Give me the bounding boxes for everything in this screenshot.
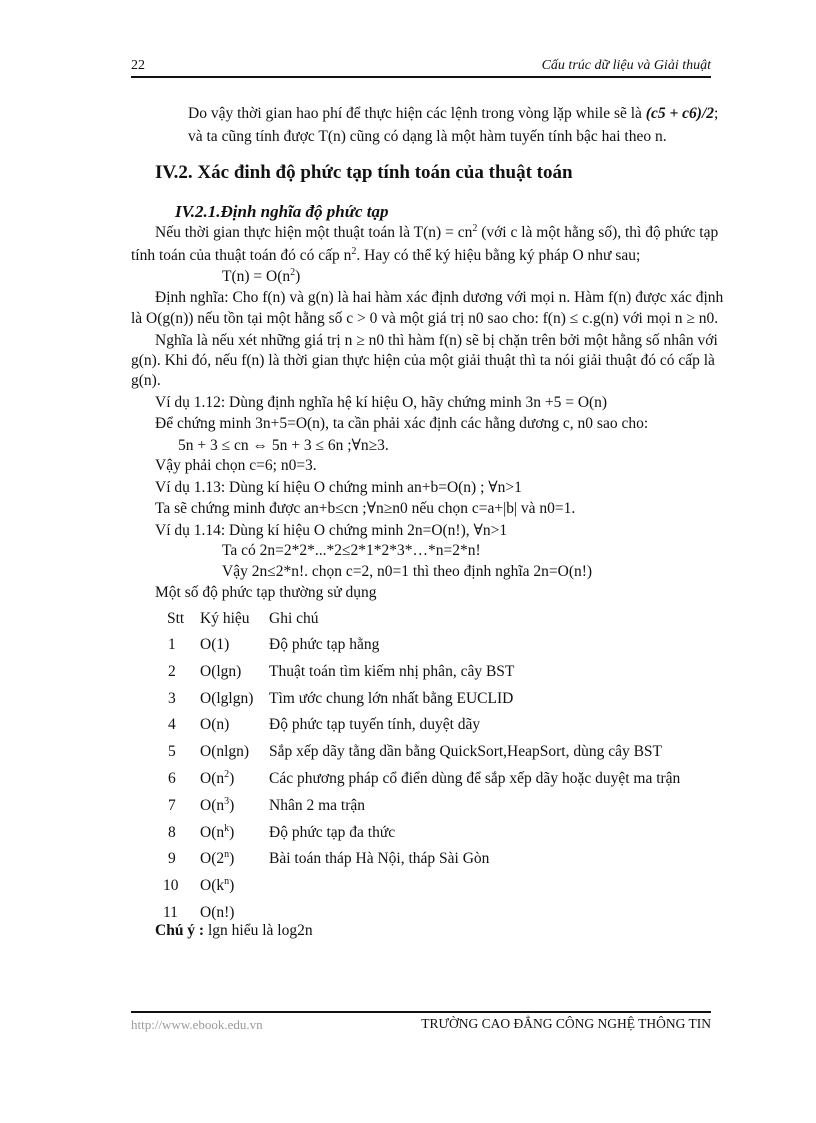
example-1-12-step-3: Vậy phải chọn c=6; n0=3.: [155, 457, 317, 474]
table-header-symbol: Ký hiệu: [200, 610, 250, 627]
table-cell-symbol: O(2$^n$): [200, 849, 235, 867]
intro-line-1: Do vậy thời gian hao phí để thực hiện các lệnh trong vòng lặp while sẽ là (c5 + c6)/2;: [188, 105, 719, 122]
table-cell-note: Độ phức tạp tuyến tính, duyệt dãy: [269, 716, 481, 733]
complexity-list-intro: Một số độ phức tạp thường sử dụng: [155, 584, 377, 601]
formula-big-o: $T(n) = O(n^2)$: [222, 267, 301, 285]
table-cell-symbol: O(lgn): [200, 663, 242, 680]
table-header-stt: Stt: [167, 610, 185, 627]
table-cell-symbol: $O(n^k)$: [200, 823, 235, 841]
example-1-12: Ví dụ 1.12: Dùng định nghĩa hệ kí hiệu O, hãy chứng minh 3n +5 = O(n): [155, 394, 608, 411]
table-cell-stt: 10: [163, 877, 179, 894]
intro-line-2: và ta cũng tính được T(n) cũng có dạng là một hàm tuyến tính bậc hai theo n.: [188, 128, 667, 145]
table-header-note: Ghi chú: [269, 610, 319, 627]
table-cell-stt: 7: [168, 797, 176, 814]
definition-line-6: g(n). Khi đó, nếu f(n) là thời gian thực hiện của một giải thuật thì ta nói giải thuật đó có cấp là: [131, 352, 715, 369]
definition-line-5: Nghĩa là nếu xét những giá trị n ≥ n0 thì hàm f(n) sẽ bị chặn trên bởi một hằng số nhân với: [155, 332, 718, 349]
table-cell-stt: 8: [168, 824, 176, 841]
table-cell-note: Thuật toán tìm kiếm nhị phân, cây BST: [269, 663, 515, 680]
table-cell-stt: 11: [163, 904, 178, 921]
table-cell-symbol: $O(n^3)$: [200, 796, 235, 814]
table-cell-note: Tìm ước chung lớn nhất bằng EUCLID: [269, 690, 514, 707]
table-cell-symbol: O(1): [200, 636, 230, 653]
footer-url: http://www.ebook.edu.vn: [131, 1017, 263, 1032]
table-cell-stt: 1: [168, 636, 176, 653]
example-1-13-step-1: Ta sẽ chứng minh được an+b≤cn ;∀n≥n0 nếu chọn c=a+|b| và n0=1.: [155, 500, 576, 517]
example-1-12-step-2: 5n + 3 ≤ cn ⇔ 5n + 3 ≤ 6n ;∀n≥3.: [178, 437, 389, 454]
book-title: Cấu trúc dữ liệu và Giải thuật: [541, 58, 711, 73]
table-cell-stt: 6: [168, 770, 176, 787]
subsection-title: IV.2.1.Định nghĩa độ phức tạp: [175, 202, 389, 221]
table-cell-note: Độ phức tạp đa thức: [269, 824, 396, 841]
definition-line-7: g(n).: [131, 372, 161, 389]
table-cell-symbol: O(n!): [200, 904, 235, 921]
example-1-13: Ví dụ 1.13: Dùng kí hiệu O chứng minh an+b=O(n) ; ∀n>1: [155, 479, 522, 496]
table-cell-symbol: O(n): [200, 716, 230, 733]
table-cell-stt: 9: [168, 850, 176, 867]
page-number: 22: [131, 58, 145, 73]
table-cell-symbol: $O(k^n)$: [200, 876, 235, 894]
definition-line-2: tính toán của thuật toán đó có cấp $n^2$. Hay có thể ký hiệu bằng ký pháp O như sau;: [131, 246, 641, 264]
table-cell-stt: 2: [168, 663, 176, 680]
example-1-14-step-2: Vậy 2n≤2*n!. chọn c=2, n0=1 thì theo định nghĩa 2n=O(n!): [222, 563, 593, 580]
definition-line-4: là O(g(n)) nếu tồn tại một hằng số c > 0 và một giá trị n0 sao cho: f(n) ≤ c.g(n) với mọi n ≥ n0.: [131, 310, 719, 327]
definition-line-1: Nếu thời gian thực hiện một thuật toán là $T(n) = cn^2$ (với c là một hằng số), thì độ phức tạp: [155, 223, 719, 241]
table-cell-note: Các phương pháp cổ điển dùng để sắp xếp dãy hoặc duyệt ma trận: [269, 770, 681, 787]
example-1-14-step-1: Ta có 2n=2*2*...*2≤2*1*2*3*…*n=2*n!: [222, 542, 481, 559]
table-cell-symbol: O(lglgn): [200, 690, 254, 707]
table-cell-note: Sắp xếp dãy tằng dần bằng QuickSort,HeapSort, dùng cây BST: [269, 743, 663, 760]
note-lgn: Chú ý : lgn hiểu là log2n: [155, 922, 313, 939]
example-1-12-step-1: Để chứng minh 3n+5=O(n), ta cần phải xác định các hằng dương c, n0 sao cho:: [155, 415, 649, 432]
table-cell-stt: 5: [168, 743, 176, 760]
table-cell-symbol: $O(n^2)$: [200, 769, 235, 787]
table-cell-stt: 3: [168, 690, 176, 707]
section-title: IV.2. Xác đinh độ phức tạp tính toán của thuật toán: [155, 162, 573, 183]
example-1-14: Ví dụ 1.14: Dùng kí hiệu O chứng minh 2n=O(n!), ∀n>1: [155, 522, 508, 539]
footer-school: TRƯỜNG CAO ĐẲNG CÔNG NGHỆ THÔNG TIN: [421, 1016, 711, 1031]
header-rule: [131, 76, 711, 78]
definition-line-3: Định nghĩa: Cho f(n) và g(n) là hai hàm xác định dương với mọi n. Hàm f(n) được xác định: [155, 289, 724, 306]
table-cell-note: Độ phức tạp hằng: [269, 636, 380, 653]
footer-rule: [131, 1011, 711, 1013]
table-cell-note: Nhân 2 ma trận: [269, 797, 365, 814]
table-cell-stt: 4: [168, 716, 176, 733]
table-cell-symbol: O(nlgn): [200, 743, 250, 760]
table-cell-note: Bài toán tháp Hà Nội, tháp Sài Gòn: [269, 850, 490, 867]
